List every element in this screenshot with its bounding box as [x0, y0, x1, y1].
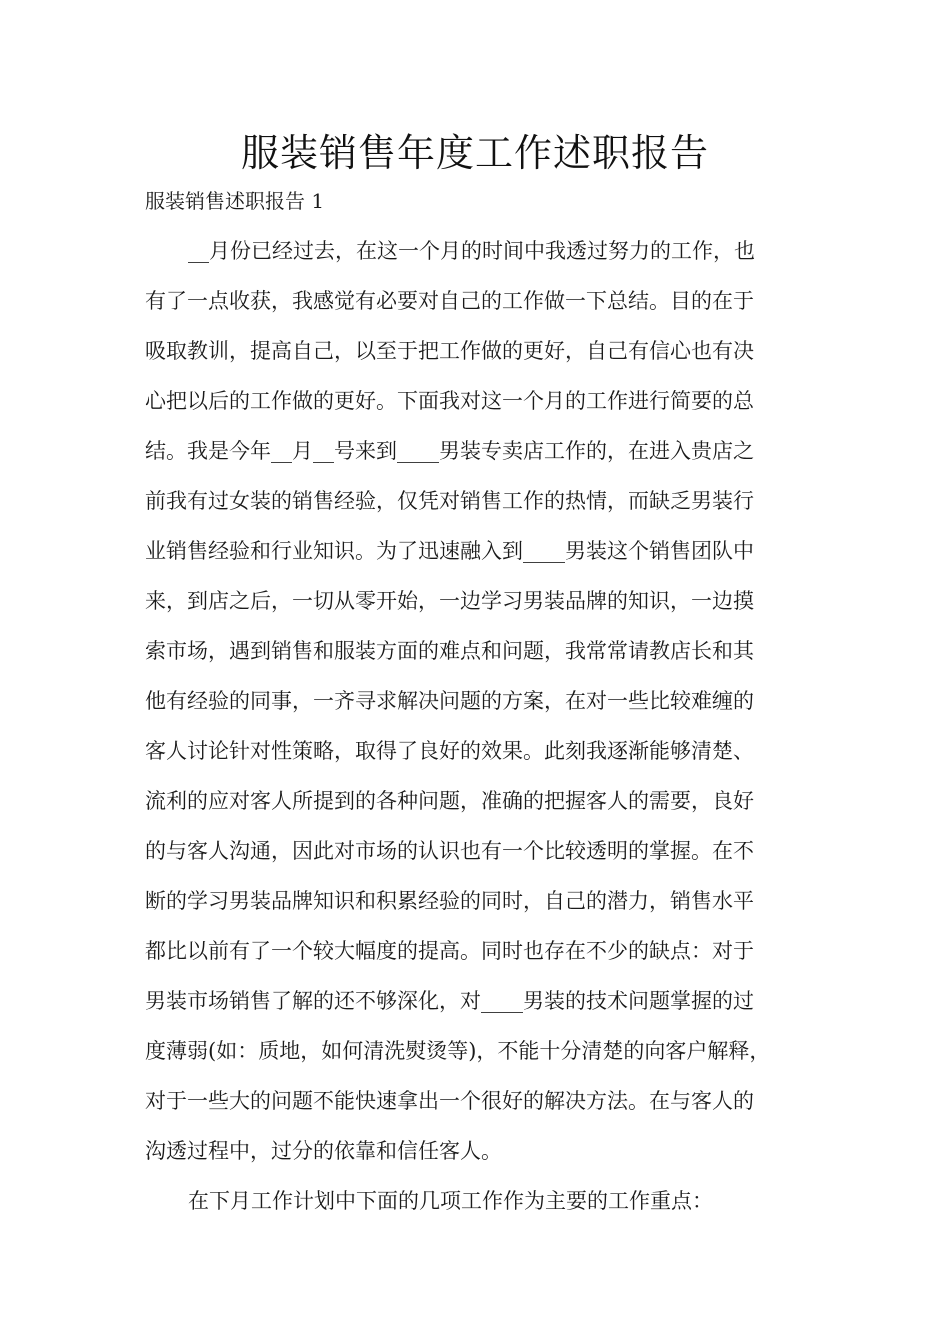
paragraph-line: 度薄弱(如：质地，如何清洗熨烫等)，不能十分清楚的向客户解释，	[145, 1039, 771, 1063]
body-paragraph-2	[145, 1176, 825, 1226]
paragraph-line: 心把以后的工作做的更好。下面我对这一个月的工作进行简要的总	[145, 389, 754, 413]
paragraph-line: 来，到店之后，一切从零开始，一边学习男装品牌的知识，一边摸	[145, 589, 754, 613]
paragraph-line: 断的学习男装品牌知识和积累经验的同时，自己的潜力，销售水平	[145, 889, 754, 913]
paragraph-line: 客人讨论针对性策略，取得了良好的效果。此刻我逐渐能够清楚、	[145, 739, 754, 763]
paragraph-line: 流利的应对客人所提到的各种问题，准确的把握客人的需要，良好	[145, 789, 754, 813]
paragraph-line: __月份已经过去，在这一个月的时间中我透过努力的工作，也	[188, 239, 755, 263]
paragraph-line: 吸取教训，提高自己，以至于把工作做的更好，自己有信心也有决	[145, 339, 754, 363]
section-heading: 服装销售述职报告 1	[145, 189, 325, 213]
document-title: 服装销售年度工作述职报告	[240, 131, 709, 175]
paragraph-line: 他有经验的同事，一齐寻求解决问题的方案，在对一些比较难缠的	[145, 689, 754, 713]
paragraph-line: 业销售经验和行业知识。为了迅速融入到____男装这个销售团队中	[145, 539, 754, 563]
paragraph-line: 对于一些大的问题不能快速拿出一个很好的解决方法。在与客人的	[145, 1089, 754, 1113]
paragraph-line: 都比以前有了一个较大幅度的提高。同时也存在不少的缺点：对于	[145, 939, 754, 963]
paragraph-line: 结。我是今年__月__号来到____男装专卖店工作的，在进入贵店之	[145, 439, 754, 463]
paragraph-line: 索市场，遇到销售和服装方面的难点和问题，我常常请教店长和其	[145, 639, 754, 663]
paragraph-line: 在下月工作计划中下面的几项工作作为主要的工作重点：	[188, 1189, 713, 1213]
paragraph-line: 有了一点收获，我感觉有必要对自己的工作做一下总结。目的在于	[145, 289, 754, 313]
paragraph-line: 沟透过程中，过分的依靠和信任客人。	[145, 1139, 502, 1163]
body-paragraph-1	[145, 226, 825, 1176]
paragraph-line: 前我有过女装的销售经验，仅凭对销售工作的热情，而缺乏男装行	[145, 489, 754, 513]
paragraph-line: 男装市场销售了解的还不够深化，对____男装的技术问题掌握的过	[145, 989, 754, 1013]
paragraph-line: 的与客人沟通，因此对市场的认识也有一个比较透明的掌握。在不	[145, 839, 754, 863]
